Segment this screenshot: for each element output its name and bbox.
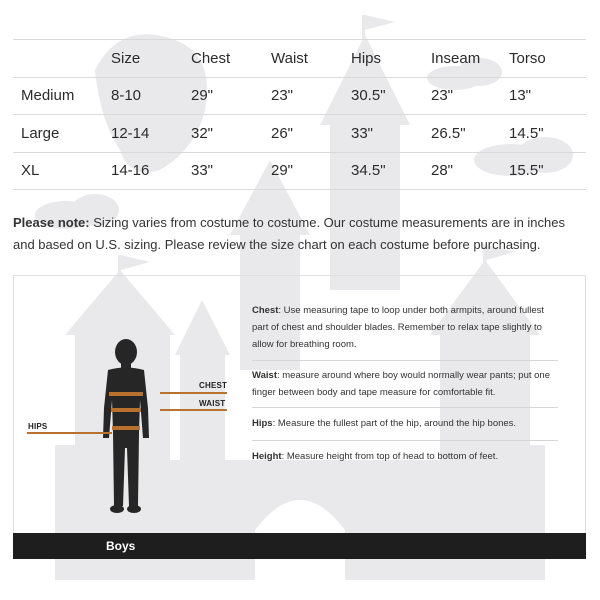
table-header-cell: Size: [111, 40, 191, 78]
table-cell: 14.5": [509, 115, 586, 153]
table-cell: Medium: [13, 77, 111, 115]
description-divider: [252, 360, 558, 361]
table-header-cell: Inseam: [431, 40, 509, 78]
table-cell: 15.5": [509, 152, 586, 190]
chest-pointer-line: [160, 392, 227, 394]
table-cell: XL: [13, 152, 111, 190]
waist-term: Waist: [252, 370, 277, 381]
table-header-cell: Chest: [191, 40, 271, 78]
table-cell: 34.5": [351, 152, 431, 190]
table-cell: 33": [351, 115, 431, 153]
chest-band: [109, 392, 143, 396]
chest-term: Chest: [252, 305, 279, 316]
guide-footer-bar: [13, 533, 586, 559]
hips-pointer-line: [27, 432, 112, 434]
height-description: [252, 448, 562, 465]
table-header-cell: Hips: [351, 40, 431, 78]
table-header-cell: Waist: [271, 40, 351, 78]
table-cell: 30.5": [351, 77, 431, 115]
hips-band: [112, 426, 140, 430]
table-cell: 32": [191, 115, 271, 153]
hips-label: HIPS: [28, 422, 48, 431]
table-cell: 12-14: [111, 115, 191, 153]
chest-label: CHEST: [199, 381, 228, 390]
table-header-cell: Torso: [509, 40, 586, 78]
table-cell: 29": [271, 152, 351, 190]
hips-text: : Measure the fullest part of the hip, around the hip bones.: [272, 418, 517, 429]
table-cell: 13": [509, 77, 586, 115]
sizing-note-text: Sizing varies from costume to costume. Our costume measurements are in inches and based on U.S. sizing. Please review the size chart on each costume before purchasing.: [13, 215, 566, 252]
waist-band: [111, 408, 141, 412]
table-cell: 23": [271, 77, 351, 115]
table-cell: 33": [191, 152, 271, 190]
chest-description: [252, 302, 562, 353]
table-header-cell: [13, 40, 111, 78]
waist-text: : measure around where boy would normally wear pants; put one finger between body and tape measure for comfortable fit.: [252, 370, 550, 398]
boys-label: Boys: [106, 539, 136, 553]
table-cell: 14-16: [111, 152, 191, 190]
hips-term: Hips: [252, 418, 273, 429]
table-header-row: [13, 40, 586, 78]
table-cell: 29": [191, 77, 271, 115]
waist-pointer-line: [160, 409, 227, 411]
waist-label: WAIST: [199, 399, 226, 408]
table-cell: 26.5": [431, 115, 509, 153]
table-row: [13, 115, 586, 153]
waist-description: [252, 367, 562, 401]
hips-description: [252, 415, 562, 432]
table-cell: Large: [13, 115, 111, 153]
table-cell: 8-10: [111, 77, 191, 115]
table-cell: 26": [271, 115, 351, 153]
chest-text: : Use measuring tape to loop under both armpits, around fullest part of chest and shoulder blades. Remember to relax tape slightly to allow for breathing room.: [252, 305, 545, 350]
table-cell: 23": [431, 77, 509, 115]
sizing-note: [13, 212, 578, 256]
table-row: [13, 152, 586, 190]
height-text: : Measure height from top of head to bottom of feet.: [281, 451, 499, 462]
table-cell: 28": [431, 152, 509, 190]
height-term: Height: [252, 451, 282, 462]
sizing-note-label: Please note:: [13, 215, 90, 230]
table-row: [13, 77, 586, 115]
description-divider: [252, 407, 558, 408]
description-divider: [252, 440, 558, 441]
boy-silhouette-illustration: [92, 338, 160, 516]
size-chart-table: [13, 39, 586, 190]
